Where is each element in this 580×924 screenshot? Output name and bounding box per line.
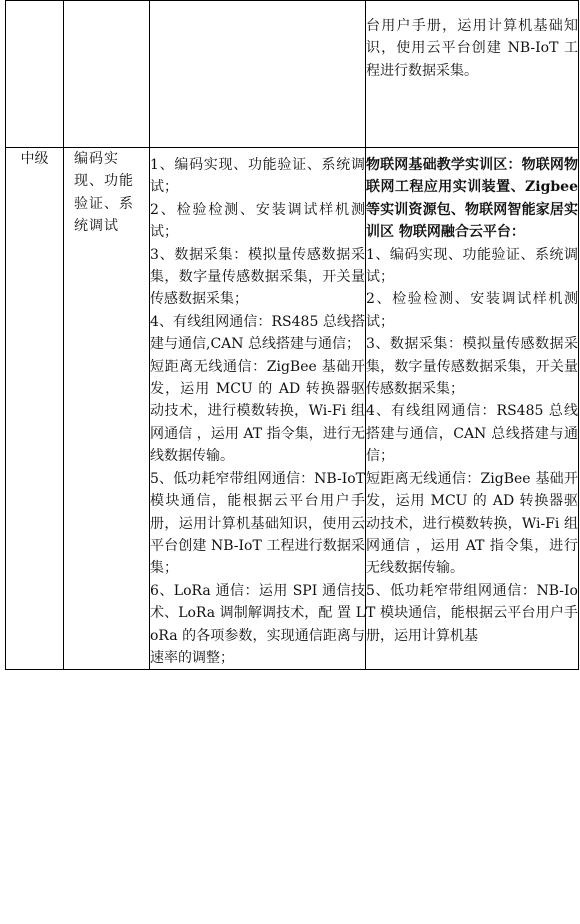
content-item: 3、数据采集：模拟量传感数据采集，数字量传感数据采集，开关量传感数据采集； (150, 246, 365, 308)
content-item: 5、低功耗窄带组网通信：NB-IoT 模块通信，能根据云平台用户手册，运用计算机基础知识，使用云平台创建 NB-IoT 工程进行数据采集； (150, 470, 365, 577)
table-row (6, 1, 579, 148)
content-item: 2、检验检测、安装调试样机测试； (150, 201, 365, 241)
content-item: 4、有线组网通信：RS485 总线搭建与通信,CAN 总线搭建与通信； (150, 313, 365, 353)
table-row (6, 148, 579, 670)
resource-heading: 物联网基础教学实训区：物联网物联网工程应用实训装置、Zigbee 等实训资源包、物联网智能家居实训区 物联网融合云平台： (366, 157, 578, 241)
task-cell (64, 148, 150, 670)
resource-item: 3、数据采集：模拟量传感数据采集，数字量传感数据采集，开关量传感数据采集； (366, 336, 578, 398)
content-cell (150, 1, 366, 148)
level-cell (6, 1, 64, 148)
content-cell (150, 148, 366, 670)
level-label: 中级 (20, 151, 49, 167)
resource-item: 短距离无线通信：ZigBee 基础开发，运用 MCU 的 AD 转换器驱动技术，进行模数转换，Wi-Fi 组网通信 ，运用 AT 指令集，进行无线数据传输。 (366, 470, 578, 577)
task-cell (64, 1, 150, 148)
resource-text: 台用户手册，运用计算机基础知识，使用云平台创建 NB-IoT 工程进行数据采集。 (366, 18, 578, 79)
resource-cell (366, 1, 579, 148)
resource-item: 4、有线组网通信：RS485 总线搭建与通信，CAN 总线搭建与通信； (366, 403, 578, 465)
content-item: 6、LoRa 通信：运用 SPI 通信技术、LoRa 调制解调技术，配 置 LoRa 的各项参数，实现通信距离与速率的调整； (150, 582, 365, 666)
resource-cell (366, 148, 579, 670)
content-item: 1、编码实现、功能验证、系统调试； (150, 157, 365, 196)
content-item: 短距离无线通信：ZigBee 基础开发，运用 MCU 的 AD 转换器驱动技术，进行模数转换，Wi-Fi 组网通信 ，运用 AT 指令集，进行无线数据传输。 (150, 358, 365, 465)
resource-item: 1、编码实现、功能验证、系统调试； (366, 246, 578, 286)
task-label: 编码实现、功能验证、系统调试 (74, 151, 134, 235)
level-cell (6, 148, 64, 670)
resource-item: 2、检验检测、安装调试样机测试； (366, 291, 578, 330)
training-table (5, 0, 579, 670)
resource-item: 5、低功耗窄带组网通信：NB-IoT 模块通信，能根据云平台用户手册，运用计算机基 (366, 582, 578, 644)
